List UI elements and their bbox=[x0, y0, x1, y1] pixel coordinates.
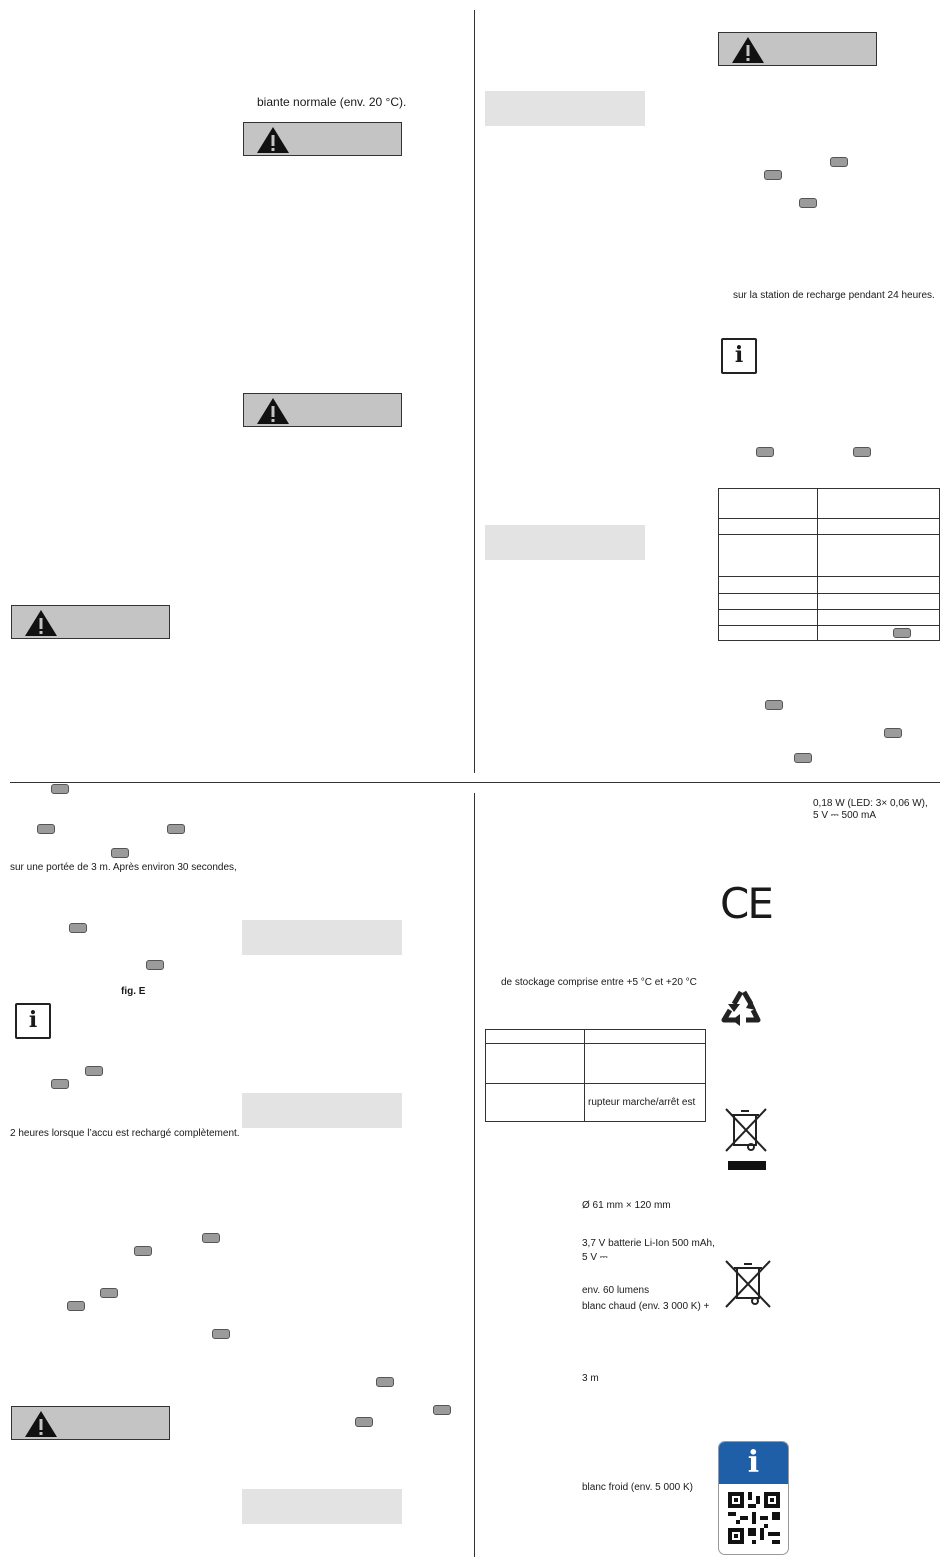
figure-reference-marker bbox=[51, 1079, 69, 1089]
table-cell-text: rupteur marche/arrêt est bbox=[588, 1097, 696, 1108]
section-heading-bar bbox=[485, 525, 645, 560]
figure-reference-marker bbox=[893, 628, 911, 638]
table-row bbox=[719, 489, 940, 519]
ce-mark-icon: CE bbox=[720, 879, 772, 928]
figure-reference-marker bbox=[756, 447, 774, 457]
figure-reference-marker bbox=[202, 1233, 220, 1243]
section-heading-bar bbox=[485, 91, 645, 126]
table-row bbox=[486, 1084, 706, 1122]
battery-disposal-icon bbox=[720, 1255, 776, 1316]
info-icon: i bbox=[721, 338, 757, 374]
table-row bbox=[719, 594, 940, 610]
spec-cold-white: blanc froid (env. 5 000 K) bbox=[582, 1482, 693, 1493]
figure-reference-marker bbox=[167, 824, 185, 834]
weee-bin-icon bbox=[722, 1105, 770, 1178]
figure-reference-marker bbox=[134, 1246, 152, 1256]
figure-reference-marker bbox=[67, 1301, 85, 1311]
warning-box bbox=[243, 122, 402, 156]
spec-battery-line2: 5 V ⎓ bbox=[582, 1252, 608, 1263]
spec-lumens: env. 60 lumens bbox=[582, 1285, 650, 1296]
spec-dimensions: Ø 61 mm × 120 mm bbox=[582, 1200, 671, 1211]
led-status-table bbox=[718, 488, 940, 641]
figure-reference-marker bbox=[111, 848, 129, 858]
section-heading-bar bbox=[242, 1489, 402, 1524]
warning-box bbox=[718, 32, 877, 66]
warning-icon bbox=[256, 126, 290, 154]
troubleshooting-table bbox=[485, 1029, 706, 1122]
figure-reference-marker bbox=[212, 1329, 230, 1339]
figure-reference-marker bbox=[830, 157, 848, 167]
figure-reference-marker bbox=[376, 1377, 394, 1387]
qr-code-icon bbox=[728, 1492, 780, 1549]
warning-icon bbox=[256, 397, 290, 425]
recycle-icon bbox=[720, 986, 762, 1033]
table-row bbox=[486, 1030, 706, 1044]
warning-icon bbox=[24, 1410, 58, 1438]
table-row bbox=[719, 610, 940, 626]
figure-reference-marker bbox=[765, 700, 783, 710]
room-temperature-text: biante normale (env. 20 °C). bbox=[257, 95, 407, 109]
storage-temperature-text: de stockage comprise entre +5 °C et +20 °C bbox=[501, 977, 697, 988]
figure-reference-marker bbox=[85, 1066, 103, 1076]
charging-station-text: sur la station de recharge pendant 24 heures. bbox=[733, 290, 935, 301]
figure-reference-marker bbox=[100, 1288, 118, 1298]
figure-reference-marker bbox=[853, 447, 871, 457]
page-divider bbox=[10, 782, 940, 783]
charge-time-text: 2 heures lorsque l’accu est rechargé complètement. bbox=[10, 1128, 240, 1139]
spec-range: 3 m bbox=[582, 1373, 599, 1384]
column-divider-bottom bbox=[474, 793, 475, 1557]
range-text: sur une portée de 3 m. Après environ 30 secondes, bbox=[10, 862, 237, 873]
table-row bbox=[719, 626, 940, 641]
figure-reference-marker bbox=[884, 728, 902, 738]
figure-reference-marker bbox=[794, 753, 812, 763]
warning-icon bbox=[24, 609, 58, 637]
figure-reference-marker bbox=[69, 923, 87, 933]
figure-reference-marker bbox=[37, 824, 55, 834]
figure-reference-marker bbox=[146, 960, 164, 970]
power-spec-line2: 5 V ⎓ 500 mA bbox=[813, 810, 877, 821]
info-badge-header: i bbox=[719, 1442, 788, 1484]
figure-reference-marker bbox=[433, 1405, 451, 1415]
power-spec-line1: 0,18 W (LED: 3× 0,06 W), bbox=[813, 798, 928, 809]
warning-box bbox=[11, 1406, 170, 1440]
warning-box bbox=[11, 605, 170, 639]
section-heading-bar bbox=[242, 920, 402, 955]
table-row bbox=[486, 1044, 706, 1084]
spec-battery-line1: 3,7 V batterie Li-Ion 500 mAh, bbox=[582, 1238, 715, 1249]
info-icon: i bbox=[15, 1003, 51, 1039]
warning-box bbox=[243, 393, 402, 427]
table-row bbox=[719, 535, 940, 577]
column-divider-top bbox=[474, 10, 475, 773]
section-heading-bar bbox=[242, 1093, 402, 1128]
figure-reference-text: fig. E bbox=[121, 986, 146, 997]
figure-reference-marker bbox=[764, 170, 782, 180]
figure-reference-marker bbox=[51, 784, 69, 794]
spec-warm-white: blanc chaud (env. 3 000 K) + bbox=[582, 1301, 710, 1312]
info-qr-badge bbox=[718, 1441, 789, 1555]
warning-icon bbox=[731, 36, 765, 64]
table-row bbox=[719, 519, 940, 535]
figure-reference-marker bbox=[799, 198, 817, 208]
table-row bbox=[719, 577, 940, 594]
figure-reference-marker bbox=[355, 1417, 373, 1427]
